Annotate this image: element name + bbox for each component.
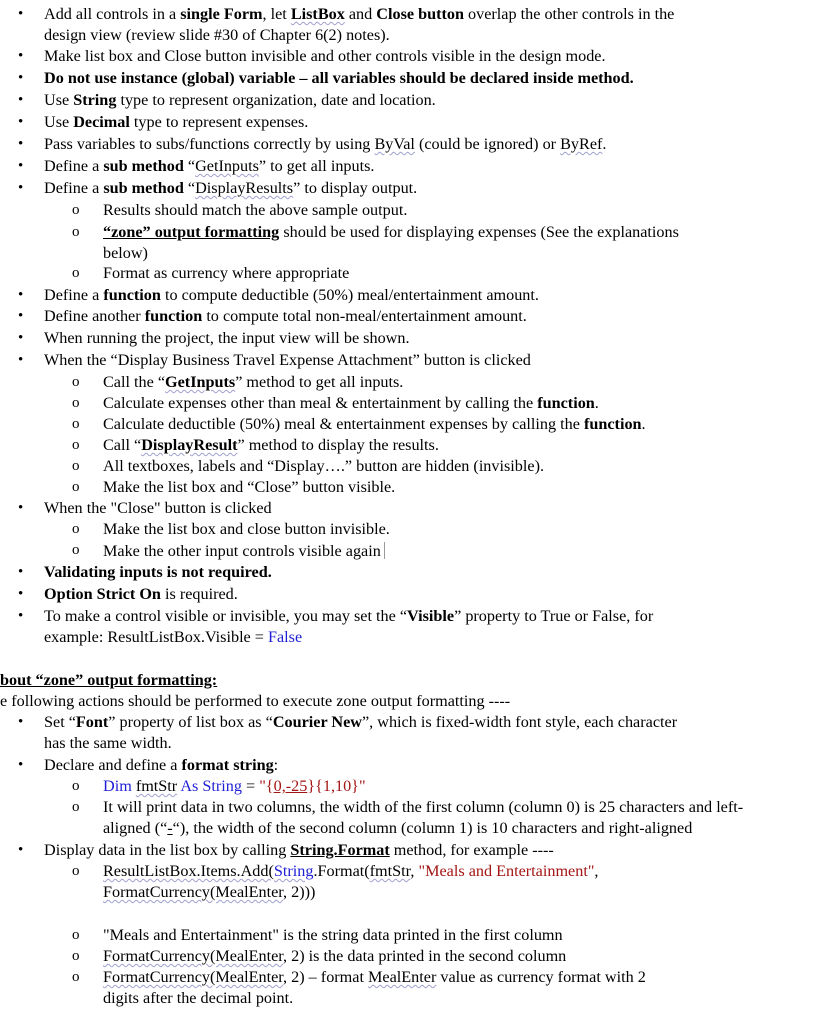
text-line: aligned (“-“), the width of the second column (column 1) is 10 characters and right-aligned [103, 819, 693, 837]
bullet-circle: o [72, 479, 80, 495]
text-line: Display data in the list box by calling String.Format method, for example ---- [44, 841, 554, 859]
text-line: Define a sub method “GetInputs” to get all inputs. [44, 157, 375, 175]
text-line: Set “Font” property of list box as “Courier New”, which is fixed-width font style, each character [44, 713, 678, 731]
text-line: FormatCurrency(MealEnter, 2) – format MealEnter value as currency format with 2 [103, 968, 646, 986]
text-line: When the “Display Business Travel Expense Attachment” button is clicked [44, 351, 531, 369]
bullet-disc: • [18, 136, 24, 152]
text-line: "Meals and Entertainment" is the string data printed in the first column [103, 926, 563, 944]
text-line: To make a control visible or invisible, you may set the “Visible” property to True or False, for [44, 607, 654, 625]
text-line: Define a sub method “DisplayResults” to display output. [44, 179, 418, 197]
bullet-disc: • [18, 757, 24, 773]
bullet-disc: • [18, 158, 24, 174]
bullet-circle: o [72, 437, 80, 453]
bullet-disc: • [18, 330, 24, 346]
bullet-disc: • [18, 48, 24, 64]
code-line: ResultListBox.Items.Add(String.Format(fmtStr, "Meals and Entertainment", [103, 862, 599, 880]
section-heading: bout “zone” output formatting: [0, 671, 218, 689]
text-line: When the "Close" button is clicked [44, 499, 272, 517]
text-line: Make the other input controls visible again [103, 542, 385, 559]
text-line: When running the project, the input view will be shown. [44, 329, 410, 347]
bullet-circle: o [72, 395, 80, 411]
bullet-circle: o [72, 224, 80, 240]
text-line: Validating inputs is not required. [44, 563, 272, 581]
bullet-circle: o [72, 374, 80, 390]
bullet-circle: o [72, 416, 80, 432]
text-line: Do not use instance (global) variable – all variables should be declared inside method. [44, 69, 634, 87]
bullet-circle: o [72, 927, 80, 943]
bullet-circle: o [72, 948, 80, 964]
text-line: Define a function to compute deductible (50%) meal/entertainment amount. [44, 286, 539, 304]
bullet-disc: • [18, 842, 24, 858]
text-line: Results should match the above sample output. [103, 201, 408, 219]
bullet-circle: o [72, 799, 80, 815]
bullet-disc: • [18, 564, 24, 580]
bullet-disc: • [18, 500, 24, 516]
bullet-disc: • [18, 352, 24, 368]
bullet-disc: • [18, 287, 24, 303]
text-line: example: ResultListBox.Visible = False [44, 628, 303, 646]
text-cursor [384, 542, 385, 559]
text-line: Make list box and Close button invisible and other controls visible in the design mode. [44, 47, 606, 65]
bullet-disc: • [18, 6, 24, 22]
text-line: Use String type to represent organization, date and location. [44, 91, 436, 109]
text-line: Declare and define a format string: [44, 756, 279, 774]
code-line: Dim fmtStr As String = "{0,-25}{1,10}" [103, 777, 366, 795]
text-line: Make the list box and close button invisible. [103, 520, 390, 538]
text-line: has the same width. [44, 734, 172, 752]
text-line: design view (review slide #30 of Chapter 6(2) notes). [44, 26, 390, 44]
bullet-disc: • [18, 180, 24, 196]
bullet-circle: o [72, 458, 80, 474]
text-line: Pass variables to subs/functions correctly by using ByVal (could be ignored) or ByRef. [44, 135, 607, 153]
bullet-circle: o [72, 521, 80, 537]
bullet-circle: o [72, 969, 80, 985]
bullet-circle: o [72, 542, 80, 558]
bullet-disc: • [18, 114, 24, 130]
bullet-disc: • [18, 714, 24, 730]
bullet-disc: • [18, 92, 24, 108]
bullet-circle: o [72, 863, 80, 879]
text-line: below) [103, 244, 148, 262]
bullet-disc: • [18, 308, 24, 324]
text-line: Call “DisplayResult” method to display the results. [103, 436, 439, 454]
text-line: It will print data in two columns, the width of the first column (column 0) is 25 characters and left- [103, 798, 744, 816]
text-line: Call the “GetInputs” method to get all inputs. [103, 373, 404, 391]
bullet-circle: o [72, 202, 80, 218]
code-line: FormatCurrency(MealEnter, 2))) [103, 883, 316, 901]
text-line: FormatCurrency(MealEnter, 2) is the data printed in the second column [103, 947, 567, 965]
text-line: Option Strict On is required. [44, 585, 238, 603]
text-line: Format as currency where appropriate [103, 264, 350, 282]
text-line: e following actions should be performed to execute zone output formatting ---- [0, 692, 511, 710]
bullet-disc: • [18, 70, 24, 86]
text-line: Calculate expenses other than meal & entertainment by calling the function. [103, 394, 599, 412]
text-line: Calculate deductible (50%) meal & entertainment expenses by calling the function. [103, 415, 646, 433]
text-line: Use Decimal type to represent expenses. [44, 113, 309, 131]
bullet-circle: o [72, 778, 80, 794]
bullet-disc: • [18, 586, 24, 602]
text-line: digits after the decimal point. [103, 989, 294, 1007]
bullet-circle: o [72, 265, 80, 281]
text-line: All textboxes, labels and “Display….” button are hidden (invisible). [103, 457, 545, 475]
text-line: Define another function to compute total non-meal/entertainment amount. [44, 307, 527, 325]
text-line: “zone” output formatting should be used for displaying expenses (See the explanations [103, 223, 679, 241]
bullet-disc: • [18, 608, 24, 624]
text-line: Add all controls in a single Form, let ListBox and Close button overlap the other controls in the [44, 5, 675, 23]
text-line: Make the list box and “Close” button visible. [103, 478, 396, 496]
